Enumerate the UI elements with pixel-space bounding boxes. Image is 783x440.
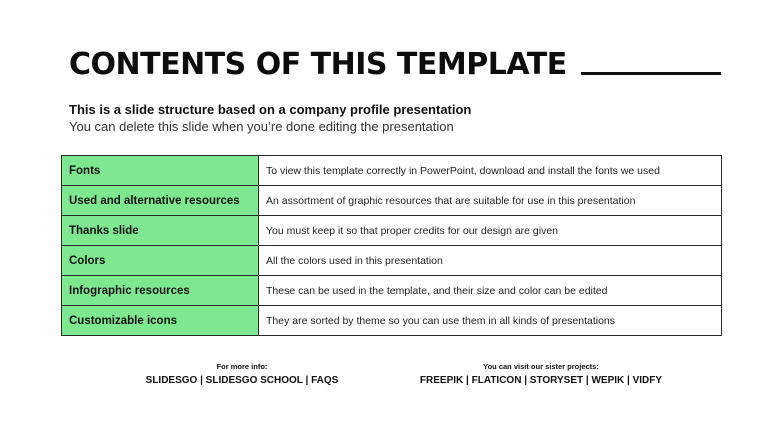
row-label: Thanks slide [62, 216, 259, 246]
row-label: Customizable icons [62, 306, 259, 336]
row-description: You must keep it so that proper credits for our design are given [259, 216, 722, 246]
row-label: Colors [62, 246, 259, 276]
row-description: These can be used in the template, and their size and color can be edited [259, 276, 722, 306]
row-description: All the colors used in this presentation [259, 246, 722, 276]
subtitle-bold: This is a slide structure based on a company profile presentation [69, 102, 472, 117]
subtitle: You can delete this slide when you’re done editing the presentation [69, 119, 454, 134]
footer-more-info-links[interactable]: SLIDESGO | SLIDESGO SCHOOL | FAQS [145, 375, 339, 386]
row-label: Used and alternative resources [62, 186, 259, 216]
page-title: CONTENTS OF THIS TEMPLATE [69, 46, 567, 82]
row-label: Fonts [62, 156, 259, 186]
table-row [62, 246, 722, 276]
footer-sister-projects [416, 362, 666, 386]
table-row [62, 216, 722, 246]
contents-table [61, 155, 722, 336]
footer-more-info-heading: For more info: [216, 362, 268, 371]
table-row [62, 186, 722, 216]
table-row [62, 306, 722, 336]
row-description: They are sorted by theme so you can use them in all kinds of presentations [259, 306, 722, 336]
row-description: To view this template correctly in PowerPoint, download and install the fonts we used [259, 156, 722, 186]
footer-sister-projects-links[interactable]: FREEPIK | FLATICON | STORYSET | WEPIK | VIDFY [419, 375, 663, 386]
footer-more-info [132, 362, 352, 386]
row-description: An assortment of graphic resources that are suitable for use in this presentation [259, 186, 722, 216]
title-row [69, 44, 721, 84]
footer-sister-projects-heading: You can visit our sister projects: [483, 362, 599, 371]
row-label: Infographic resources [62, 276, 259, 306]
table-row [62, 276, 722, 306]
table-row [62, 156, 722, 186]
title-underline [581, 72, 721, 75]
